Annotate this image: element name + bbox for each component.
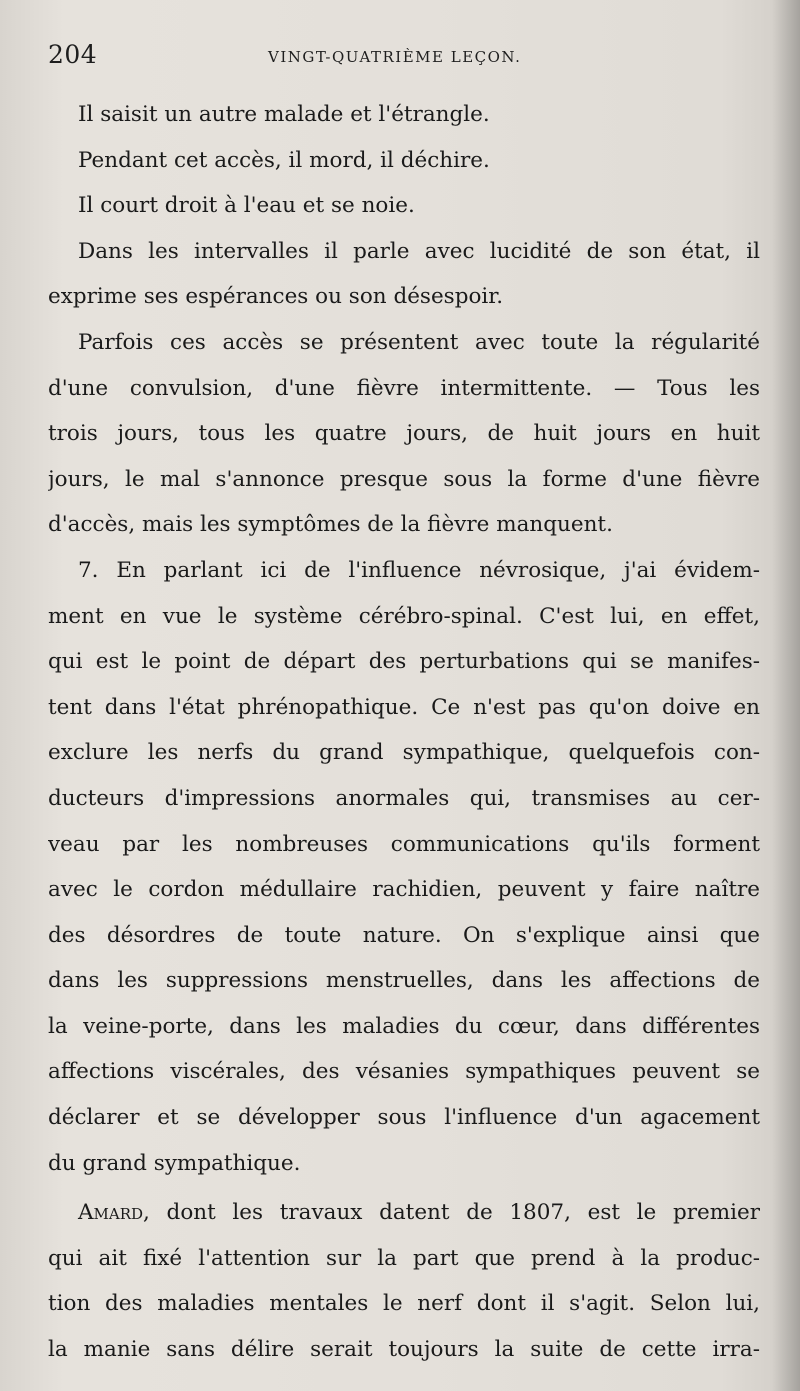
page-number: 204: [48, 40, 98, 69]
text-line: exclure les nerfs du grand sympathique, quelquefois con-: [48, 740, 760, 766]
text-line: exprime ses espérances ou son désespoir.: [48, 284, 504, 310]
text-line: ducteurs d'impressions anormales qui, transmises au cer-: [48, 785, 760, 811]
text-line: dans les suppressions menstruelles, dans les affections de: [48, 968, 760, 994]
page-edge-shadow: [772, 0, 800, 1391]
text-line: Dans les intervalles il parle avec lucidité de son état, il: [78, 238, 760, 264]
text-line: tion des maladies mentales le nerf dont il s'agit. Selon lui,: [48, 1291, 760, 1317]
text-line: d'une convulsion, d'une fièvre intermittente. — Tous les: [48, 375, 760, 401]
text-line: avec le cordon médullaire rachidien, peuvent y faire naître: [48, 877, 760, 903]
text-line: veau par les nombreuses communications qu'ils forment: [48, 831, 760, 857]
text-line: qui ait fixé l'attention sur la part que prend à la produc-: [48, 1245, 760, 1271]
text-line: jours, le mal s'annonce presque sous la forme d'une fièvre: [48, 466, 760, 492]
text-line: trois jours, tous les quatre jours, de huit jours en huit: [48, 421, 760, 447]
text-line: affections viscérales, des vésanies sympathiques peuvent se: [48, 1059, 760, 1085]
author-name-amard: Amard: [78, 1200, 144, 1226]
text-line: du grand sympathique.: [48, 1150, 301, 1176]
body-text: [48, 92, 760, 1373]
running-head: [48, 40, 760, 76]
text-line: tent dans l'état phrénopathique. Ce n'est pas qu'on doive en: [48, 694, 760, 720]
text-line: ment en vue le système cérébro-spinal. C'est lui, en effet,: [48, 603, 760, 629]
text-line: Il court droit à l'eau et se noie.: [78, 193, 415, 219]
text-line: 7. En parlant ici de l'influence névrosique, j'ai évidem-: [78, 557, 760, 583]
text-line: Pendant cet accès, il mord, il déchire.: [78, 147, 490, 173]
text-line: Il saisit un autre malade et l'étrangle.: [78, 102, 490, 127]
text-line: déclarer et se développer sous l'influence d'un agacement: [48, 1105, 760, 1131]
text-line: d'accès, mais les symptômes de la fièvre manquent.: [48, 512, 613, 538]
text-line: des désordres de toute nature. On s'explique ainsi que: [48, 922, 760, 948]
text-line: la manie sans délire serait toujours la suite de cette irra-: [48, 1337, 760, 1363]
text-line: la veine-porte, dans les maladies du cœur, dans différentes: [48, 1013, 760, 1039]
running-title: VINGT-QUATRIÈME LEÇON.: [268, 48, 522, 66]
amard-line-rest: , dont les travaux datent de 1807, est le premier: [143, 1200, 760, 1226]
text-line: qui est le point de départ des perturbations qui se manifes-: [48, 649, 760, 675]
text-line-amard: [48, 1190, 760, 1236]
text-line: Parfois ces accès se présentent avec toute la régularité: [78, 329, 760, 355]
